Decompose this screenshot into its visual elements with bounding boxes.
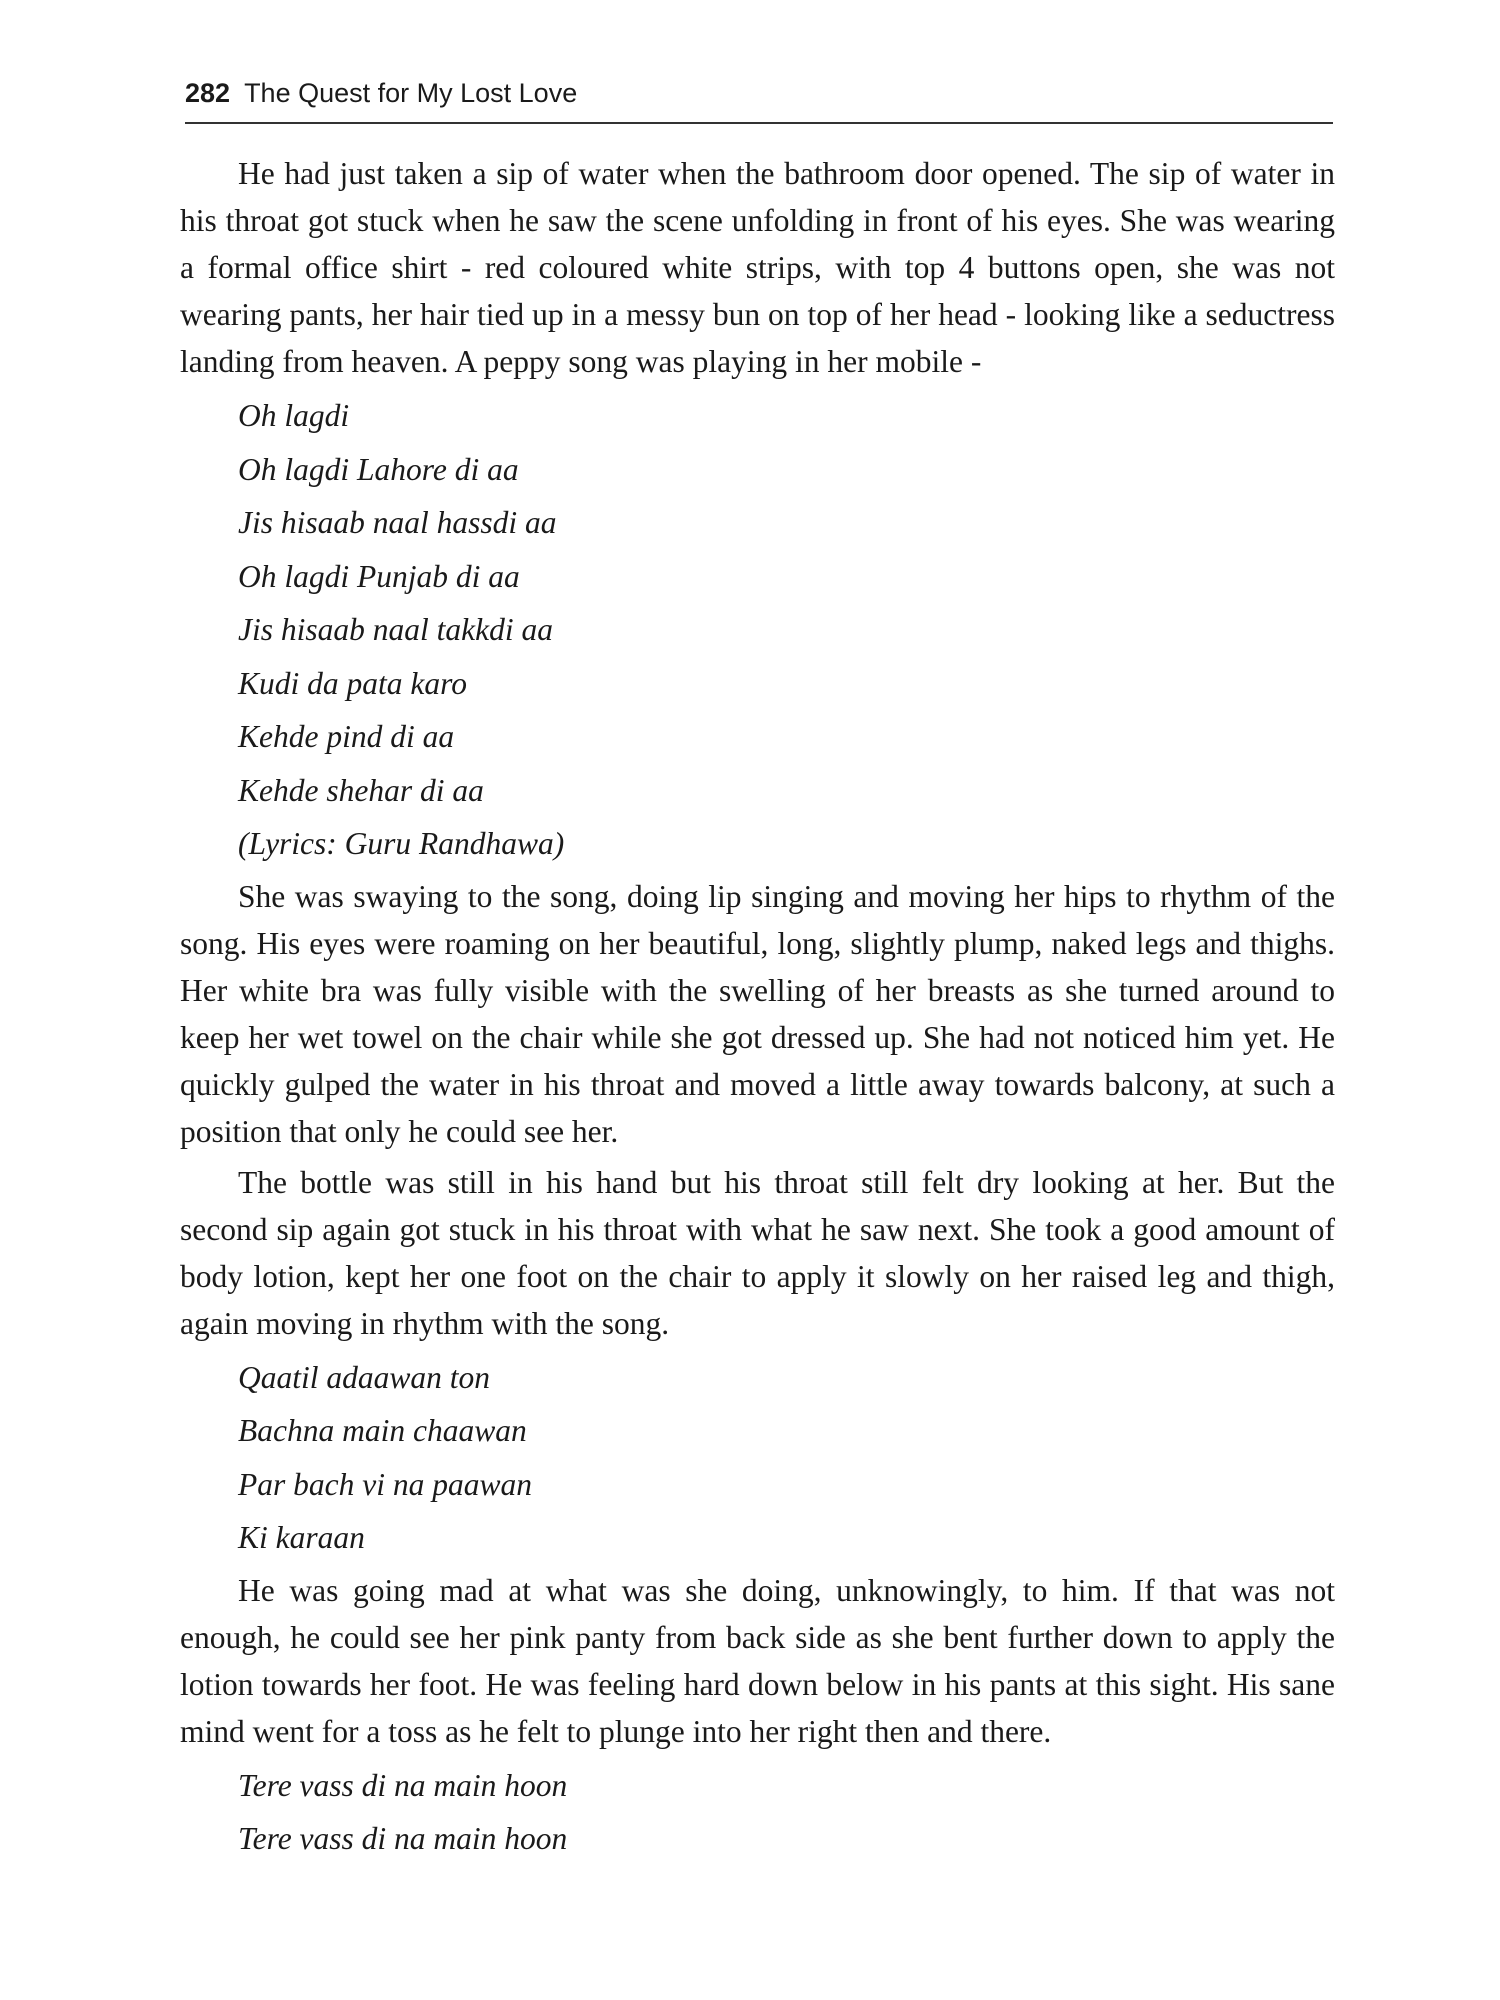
lyric-line: Tere vass di na main hoon: [238, 1821, 568, 1856]
paragraph: She was swaying to the song, doing lip singing and moving her hips to rhythm of the song. His eyes were roaming on her beautiful, long, slightly plump, naked legs and thighs. Her white bra was fully visible with the swelling of her breasts as she turned around to keep her wet towel on the chair while she got dressed up. She had not noticed him yet. He quickly gulped the water in his throat and moved a little away towards balcony, at such a position that only he could see her.: [180, 878, 1335, 1149]
lyric-line: Tere vass di na main hoon: [238, 1767, 568, 1803]
lyric-line: Par bach vi na paawan: [238, 1466, 532, 1502]
book-title: The Quest for My Lost Love: [244, 78, 578, 108]
lyric-line: Oh lagdi: [238, 398, 350, 433]
page-number: 282: [185, 78, 231, 108]
lyric-line: Jis hisaab naal takkdi aa: [238, 612, 553, 647]
song-lyrics: [238, 389, 1335, 871]
lyric-line: Oh lagdi Lahore di aa: [238, 451, 519, 487]
body-text: [180, 150, 1335, 1868]
lyric-credit: (Lyrics: Guru Randhawa): [238, 826, 565, 861]
paragraph: He was going mad at what was she doing, unknowingly, to him. If that was not enough, he could see her pink panty from back side as she bent further down to apply the lotion towards her foot. He was feeling hard down below in his pants at this sight. His sane mind went for a toss as he felt to plunge into her right then and there.: [180, 1572, 1335, 1749]
song-lyrics: [238, 1759, 1335, 1866]
header-rule: [185, 122, 1333, 124]
running-head: [185, 76, 577, 110]
paragraph: The bottle was still in his hand but his throat still felt dry looking at her. But the second sip again got stuck in his throat with what he saw next. She took a good amount of body lotion, kept her one foot on the chair to apply it slowly on her raised leg and thigh, again moving in rhythm with the song.: [180, 1164, 1335, 1341]
song-lyrics: [238, 1351, 1335, 1565]
lyric-line: Bachna main chaawan: [238, 1413, 527, 1448]
lyric-line: Oh lagdi Punjab di aa: [238, 558, 520, 594]
paragraph: He had just taken a sip of water when the bathroom door opened. The sip of water in his throat got stuck when he saw the scene unfolding in front of his eyes. She was wearing a formal office shirt - red coloured white strips, with top 4 buttons open, she was not wearing pants, her hair tied up in a messy bun on top of her head - looking like a seductress landing from heaven. A peppy song was playing in her mobile -: [180, 156, 1335, 379]
lyric-line: Kudi da pata karo: [238, 665, 467, 701]
lyric-line: Jis hisaab naal hassdi aa: [238, 505, 557, 540]
lyric-line: Qaatil adaawan ton: [238, 1359, 491, 1395]
lyric-line: Ki karaan: [238, 1520, 365, 1555]
lyric-line: Kehde shehar di aa: [238, 772, 484, 808]
lyric-line: Kehde pind di aa: [238, 719, 455, 754]
